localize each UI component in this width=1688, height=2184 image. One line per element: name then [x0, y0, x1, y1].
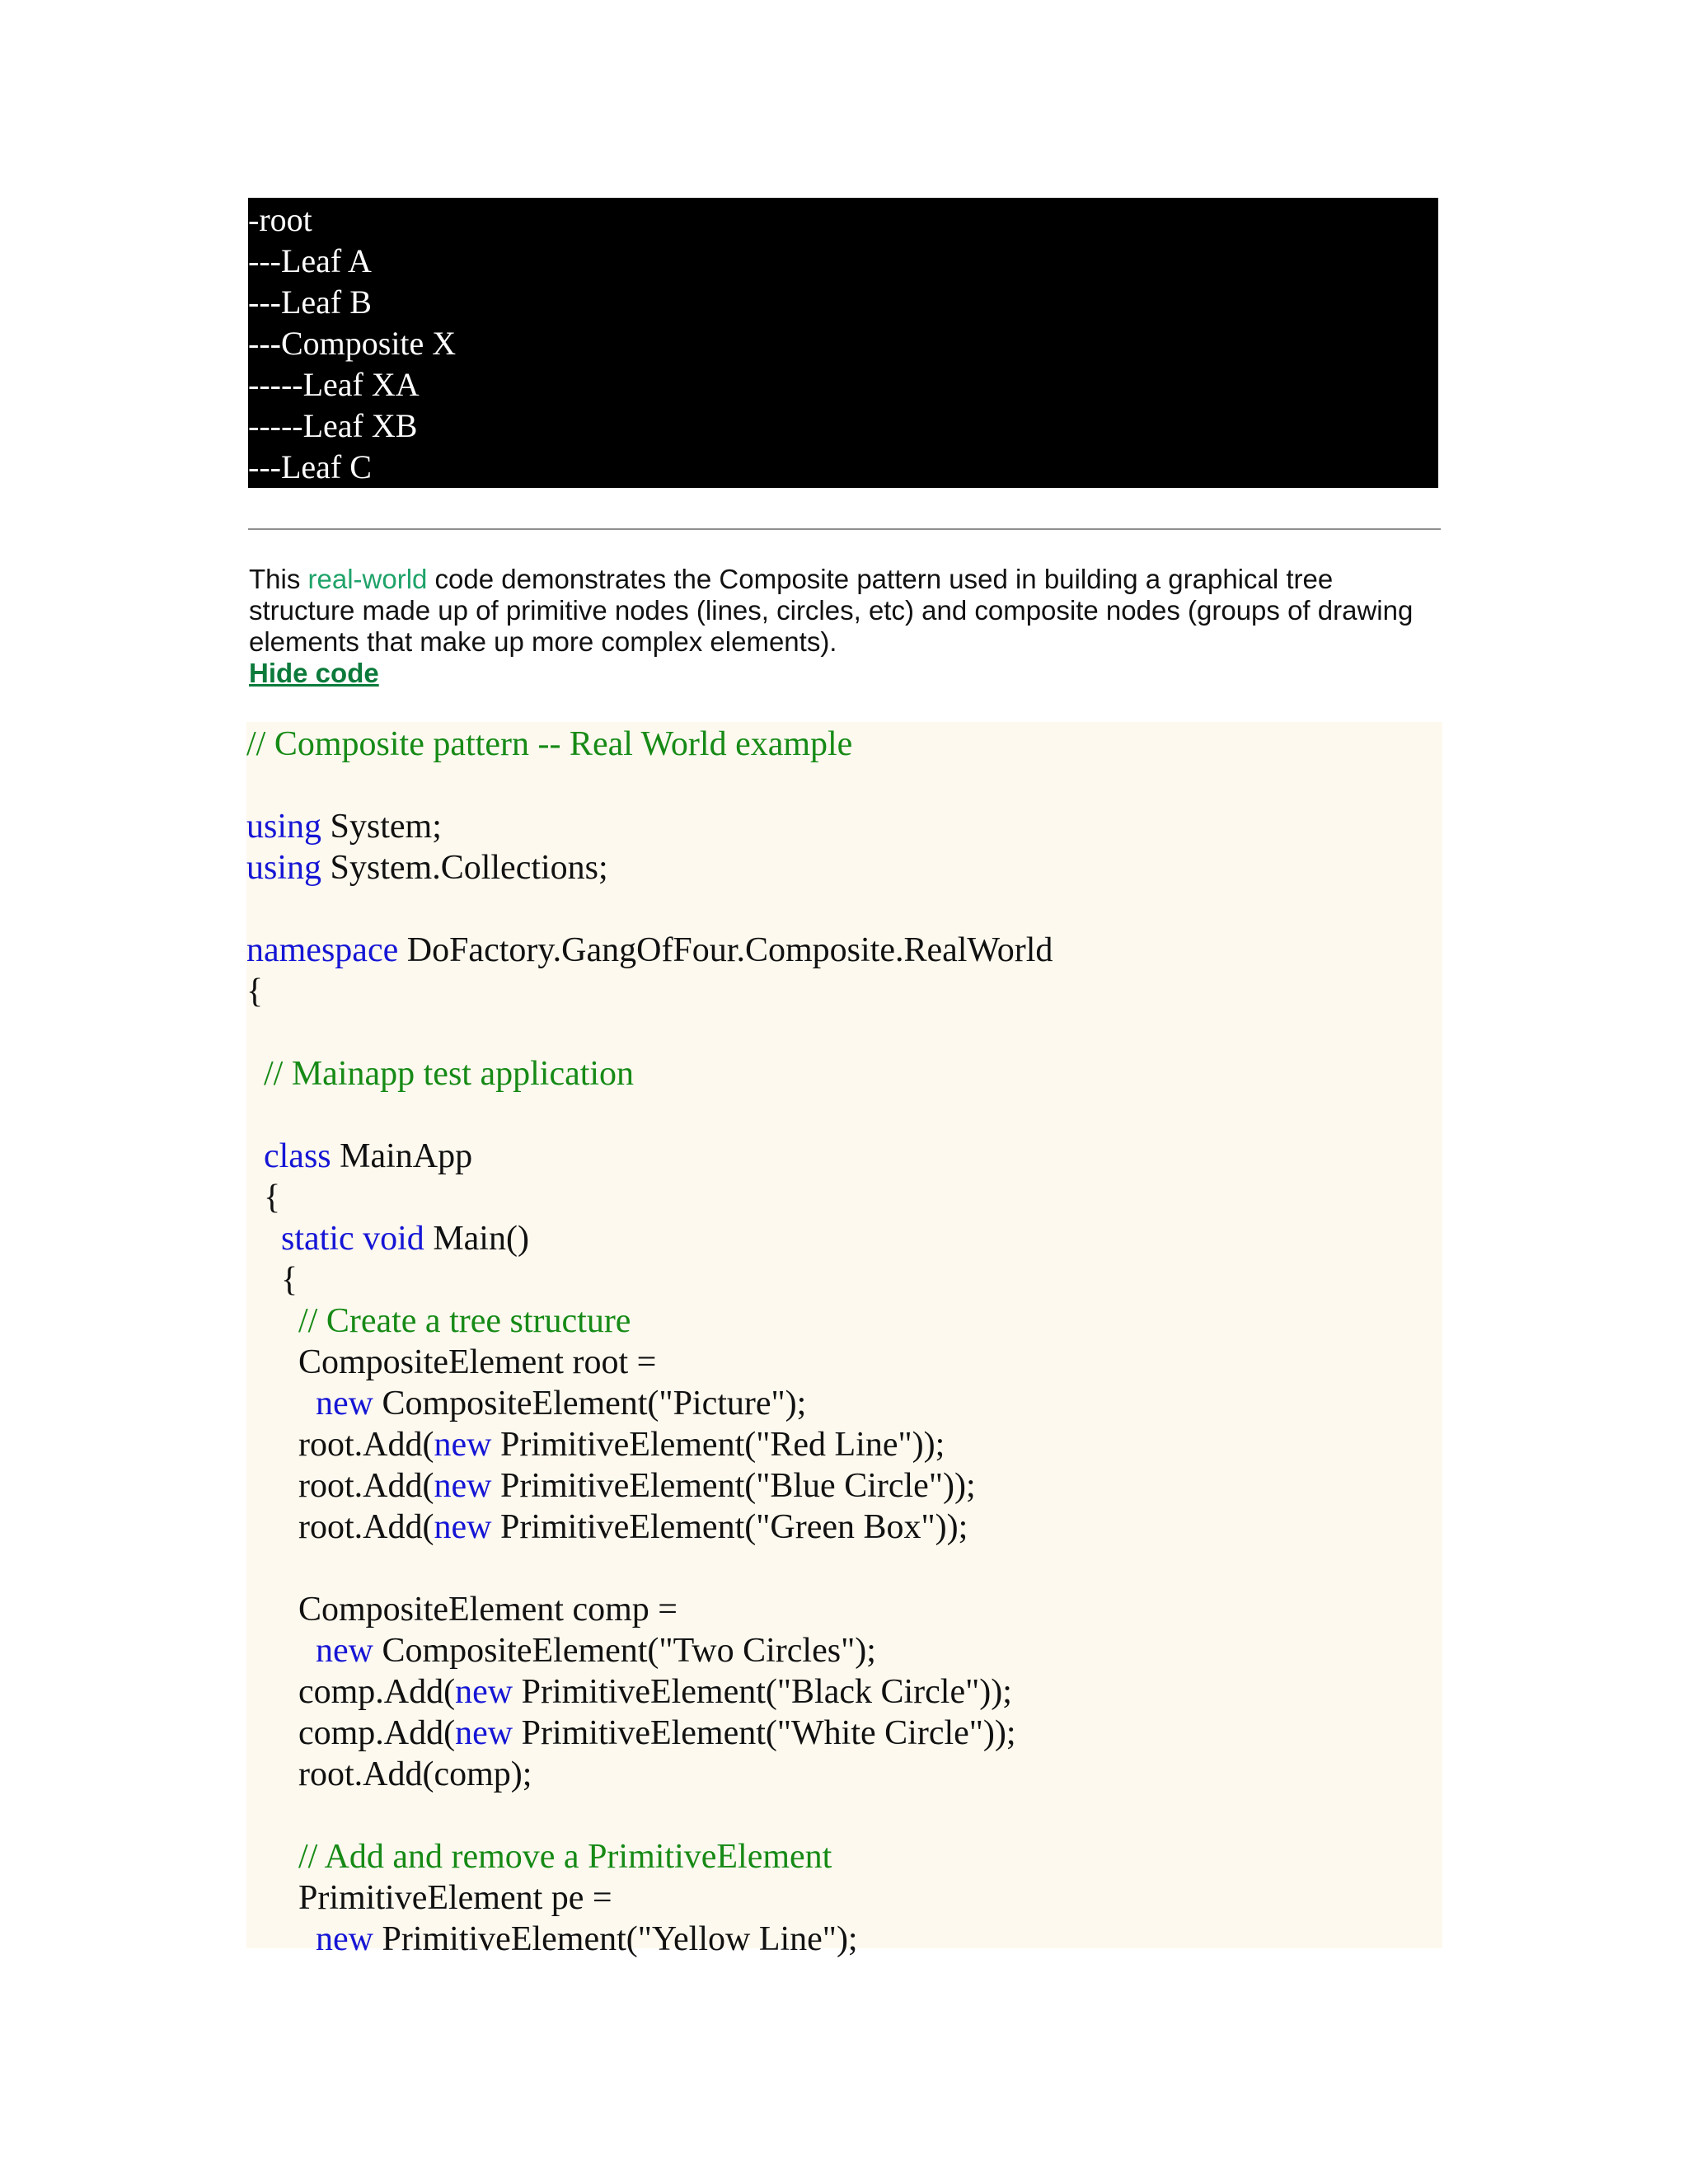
- code-line: [246, 930, 1442, 971]
- code-line: [246, 1383, 1442, 1424]
- code-text: System.Collections;: [321, 849, 608, 887]
- code-keyword: namespace: [246, 931, 399, 969]
- code-line: [246, 1012, 1442, 1053]
- code-line: [246, 1589, 1442, 1630]
- code-text: CompositeElement root =: [246, 1343, 657, 1381]
- code-line: [246, 1259, 1442, 1301]
- code-text: PrimitiveElement("Blue Circle"));: [491, 1467, 976, 1505]
- code-line: [246, 1465, 1442, 1507]
- code-text: {: [246, 1261, 298, 1299]
- code-text: comp.Add(: [246, 1714, 456, 1752]
- code-keyword: new: [455, 1714, 513, 1752]
- code-keyword: static: [281, 1220, 354, 1258]
- code-keyword: new: [434, 1467, 492, 1505]
- code-line: [246, 1218, 1442, 1259]
- code-text: [246, 1385, 316, 1422]
- code-keyword: using: [246, 808, 322, 846]
- code-text: PrimitiveElement("White Circle"));: [513, 1714, 1016, 1752]
- code-comment: // Composite pattern -- Real World example: [246, 725, 853, 763]
- code-text: [246, 1220, 281, 1258]
- output-line: ---Leaf B: [248, 284, 372, 321]
- console-output: [248, 198, 1438, 488]
- code-keyword: new: [316, 1385, 373, 1422]
- code-line: [246, 1548, 1442, 1589]
- code-comment: // Add and remove a PrimitiveElement: [298, 1838, 832, 1876]
- code-text: MainApp: [331, 1137, 473, 1175]
- code-line: [246, 1630, 1442, 1671]
- code-comment: // Mainapp test application: [264, 1055, 635, 1093]
- code-text: [246, 1920, 316, 1958]
- code-text: CompositeElement("Picture");: [373, 1385, 807, 1422]
- code-keyword: new: [434, 1426, 492, 1464]
- code-text: PrimitiveElement("Yellow Line");: [373, 1920, 858, 1958]
- code-line: [246, 765, 1442, 806]
- code-text: PrimitiveElement pe =: [246, 1879, 612, 1917]
- code-text: PrimitiveElement("Green Box"));: [491, 1508, 968, 1546]
- code-text: comp.Add(: [246, 1673, 456, 1711]
- code-line: [246, 971, 1442, 1012]
- code-line: [246, 1094, 1442, 1136]
- code-line: [246, 1053, 1442, 1094]
- code-line: [246, 1754, 1442, 1795]
- output-line: -root: [248, 201, 312, 238]
- code-text: PrimitiveElement("Red Line"));: [491, 1426, 945, 1464]
- code-text: System;: [321, 808, 442, 846]
- code-line: [246, 1301, 1442, 1342]
- code-text: [246, 1137, 264, 1175]
- code-line: [246, 1919, 1442, 1960]
- code-text: root.Add(: [246, 1467, 434, 1505]
- code-listing: [246, 722, 1442, 1958]
- hide-code-link[interactable]: Hide code: [249, 658, 379, 688]
- code-text: [246, 1632, 316, 1670]
- code-line: [246, 1177, 1442, 1218]
- description-prefix: This: [249, 564, 308, 594]
- code-text: root.Add(comp);: [246, 1755, 532, 1793]
- code-line: [246, 1507, 1442, 1548]
- code-text: Main(): [424, 1220, 529, 1258]
- code-text: CompositeElement("Two Circles");: [373, 1632, 876, 1670]
- output-line: ---Composite X: [248, 325, 457, 362]
- code-keyword: new: [316, 1632, 373, 1670]
- code-line: [246, 1836, 1442, 1877]
- code-line: [246, 1424, 1442, 1465]
- code-line: [246, 806, 1442, 847]
- code-text: PrimitiveElement("Black Circle"));: [513, 1673, 1012, 1711]
- code-text: DoFactory.GangOfFour.Composite.RealWorld: [398, 931, 1053, 969]
- code-keyword: void: [363, 1220, 424, 1258]
- code-text: {: [246, 1179, 281, 1216]
- divider: [248, 528, 1441, 530]
- code-line: [246, 1342, 1442, 1383]
- code-text: [246, 1838, 298, 1876]
- code-keyword: class: [264, 1137, 331, 1175]
- code-text: root.Add(: [246, 1508, 434, 1546]
- code-line: [246, 1795, 1442, 1836]
- description-text: code demonstrates the Composite pattern used in building a graphical tree structure made up of primitive nodes (lines, circles, etc) and composite nodes (groups of drawing elements that make up more complex elements).: [249, 564, 1414, 657]
- code-line: [246, 847, 1442, 888]
- description-highlight: real-world: [307, 564, 428, 594]
- code-text: [246, 1055, 264, 1093]
- code-keyword: new: [316, 1920, 373, 1958]
- code-text: root.Add(: [246, 1426, 434, 1464]
- code-keyword: new: [434, 1508, 492, 1546]
- output-line: ---Leaf A: [248, 242, 372, 279]
- code-line: [246, 1136, 1442, 1177]
- code-line: [246, 724, 1442, 765]
- code-text: [354, 1220, 363, 1258]
- code-line: [246, 1713, 1442, 1754]
- code-keyword: new: [455, 1673, 513, 1711]
- code-line: [246, 1671, 1442, 1713]
- output-line: -----Leaf XB: [248, 407, 418, 444]
- code-text: [246, 1302, 298, 1340]
- code-text: {: [246, 972, 264, 1010]
- code-line: [246, 888, 1442, 930]
- description: [249, 564, 1444, 658]
- code-line: [246, 1877, 1442, 1919]
- output-line: ---Leaf C: [248, 448, 372, 485]
- code-keyword: using: [246, 849, 322, 887]
- code-text: CompositeElement comp =: [246, 1591, 678, 1629]
- output-line: -----Leaf XA: [248, 366, 420, 403]
- code-comment: // Create a tree structure: [298, 1302, 631, 1340]
